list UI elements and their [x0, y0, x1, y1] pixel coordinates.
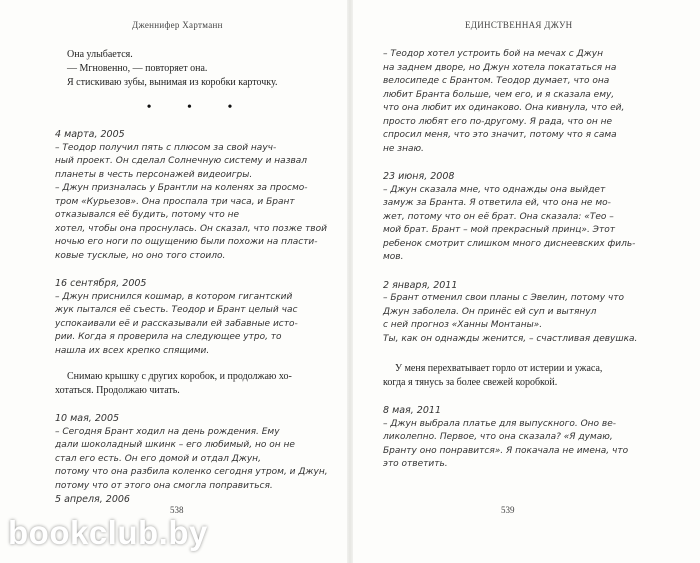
diary-line: ребенок смотрит слишком много диснеевских филь-: [383, 238, 636, 249]
diary-line: это ответить.: [383, 459, 448, 469]
diary-line: – Сегодня Брант ходил на день рождения. Ему: [55, 426, 280, 437]
diary-line: Ты, как он однажды женится, – счастливая девушка.: [383, 333, 638, 344]
diary-line: – Брант отменил свои планы с Эвелин, потому что: [383, 293, 624, 303]
intro-line: Она улыбается.: [67, 49, 133, 60]
diary-line: жук пытался её съесть. Теодор и Брант целый час: [55, 305, 298, 315]
diary-line: с ней прогноз «Ханны Монтаны».: [383, 320, 543, 330]
diary-line: просто любят его по-другому. Я рада, что он не: [383, 116, 613, 127]
diary-line: успокаивали её и рассказывали ей забавные исто-: [55, 318, 298, 329]
diary-line: – Теодор хотел устроить бой на мечах с Джун: [383, 49, 603, 59]
diary-line: ликолепно. Первое, что она сказала? «Я думаю,: [383, 432, 613, 442]
diary-line: что она любит их одинаково. Она кивнула, что ей,: [383, 103, 625, 113]
diary-line: дали шоколадный шкинк – его любимый, но он не: [55, 440, 295, 450]
diary-line: любит Бранта больше, чем его, и я сказала ему,: [383, 89, 615, 100]
diary-line: стал его есть. Он его домой и отдал Джун,: [55, 453, 261, 464]
watermark-logo: bookclub.by: [8, 514, 208, 551]
left-running-head: Дженнифер Хартманн: [132, 20, 223, 30]
diary-line: на заднем дворе, но Джун хотела покататься на: [383, 62, 617, 73]
diary-line: – Джун выбрала платье для выпускного. Оно ве-: [383, 418, 617, 429]
diary-date: 5 апреля, 2006: [55, 494, 130, 505]
diary-date: 8 мая, 2011: [383, 405, 441, 416]
diary-line: ный проект. Он сделал Солнечную систему и назвал: [55, 156, 308, 166]
diary-line: замуж за Бранта. Я ответила ей, что она не мо-: [383, 198, 611, 208]
diary-line: отказывался её будить, потому что не: [55, 210, 240, 220]
diary-line: – Джун сказала мне, что однажды она выйдет: [383, 184, 606, 195]
left-page: [0, 0, 347, 563]
intro-line: Я стискиваю зубы, вынимая из коробки карточку.: [67, 77, 278, 88]
diary-line: потому что она разбила коленко сегодня утром, и Джун,: [55, 467, 328, 477]
diary-line: велосипеде с Брантом. Теодор думает, что она: [383, 76, 610, 86]
section-ornament: • • •: [146, 100, 249, 115]
narrative-line: У меня перехватывает горло от истерии и ужаса,: [395, 363, 603, 374]
right-page-content: [383, 48, 675, 472]
diary-line: ковые тусклые, но оно того стоило.: [55, 250, 226, 261]
diary-line: – Теодор получил пять с плюсом за свой науч-: [55, 142, 277, 153]
diary-line: спросил меня, что это значит, потому что я сама: [383, 130, 617, 140]
diary-line: Джун заболела. Он принёс ей суп и вытянул: [383, 306, 597, 317]
diary-line: не знаю.: [383, 143, 424, 154]
diary-line: – Джун приснился кошмар, в котором гигантский: [55, 291, 293, 302]
left-page-number: 538: [170, 505, 184, 515]
diary-line: хотел, чтобы она проснулась. Он сказал, что позже твой: [55, 223, 327, 234]
left-page-content: [55, 48, 340, 507]
diary-line: планеты в честь персонажей видеоигры.: [55, 169, 253, 180]
right-running-head: ЕДИНСТВЕННАЯ ДЖУН: [465, 20, 573, 30]
diary-date: 10 мая, 2005: [55, 413, 120, 424]
diary-line: нашла их всех крепко спящими.: [55, 345, 210, 356]
diary-date: 23 июня, 2008: [383, 171, 455, 182]
right-page-number: 539: [501, 505, 515, 515]
intro-line: — Мгновенно, — повторяет она.: [67, 63, 208, 74]
right-page: [353, 0, 700, 563]
diary-line: ночью его ноги по ощущению были похожи на пласти-: [55, 237, 318, 247]
narrative-line: Снимаю крышку с других коробок, и продолжаю хо-: [67, 371, 292, 382]
diary-date: 16 сентября, 2005: [55, 278, 147, 289]
diary-line: мой брат. Брант – мой прекрасный принц». Этот: [383, 225, 615, 235]
diary-date: 2 января, 2011: [383, 279, 458, 291]
diary-line: Бранту оно понравится». Я покачала не имена, что: [383, 445, 629, 456]
narrative-line: хотаться. Продолжаю читать.: [55, 385, 180, 396]
diary-line: мов.: [383, 252, 404, 262]
diary-line: жет, потому что он её брат. Она сказала: «Тео –: [383, 211, 614, 222]
diary-line: потому что от этого она смогла поправиться.: [55, 480, 273, 491]
diary-line: тром «Курьезов». Она проспала три часа, и Брант: [55, 196, 295, 207]
narrative-line: когда я тянусь за более свежей коробкой.: [383, 377, 558, 388]
diary-line: – Джун призналась у Брантли на коленях за просмо-: [55, 183, 308, 193]
diary-line: рии. Когда я проверила на следующее утро, то: [55, 332, 282, 342]
diary-date: 4 марта, 2005: [55, 129, 125, 140]
